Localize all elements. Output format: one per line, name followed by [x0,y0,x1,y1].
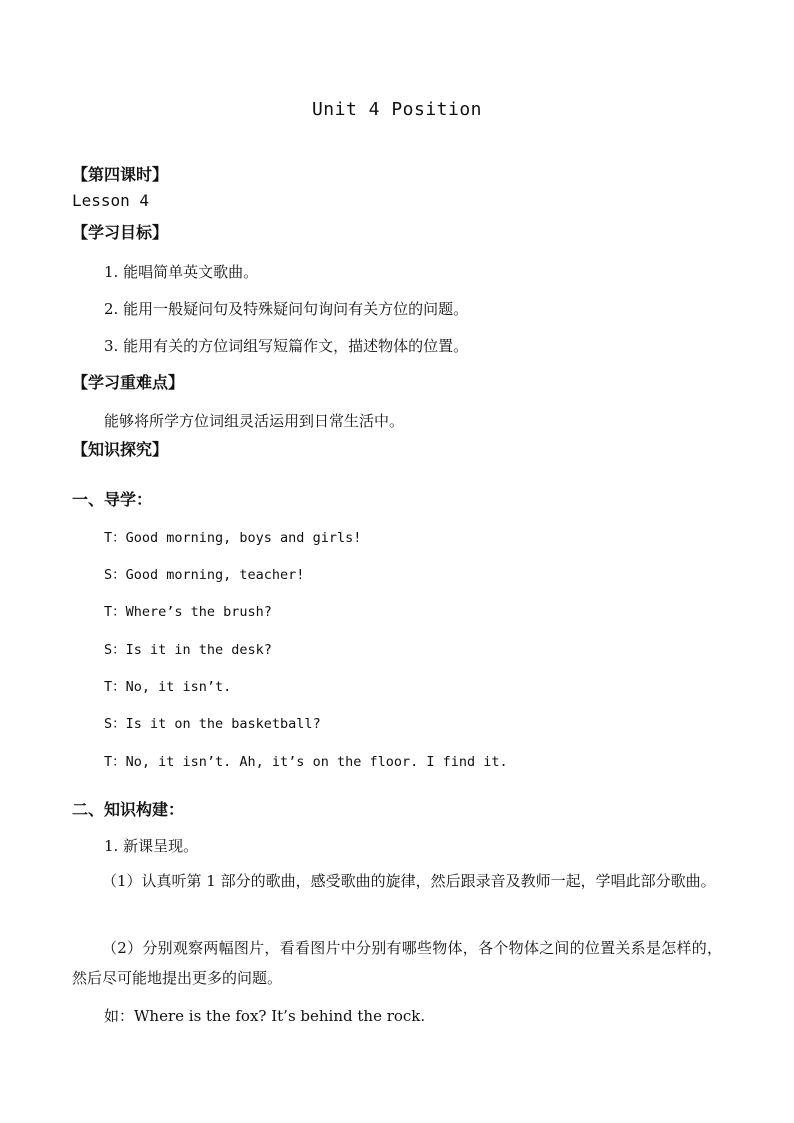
lesson-label: Lesson 4 [72,191,150,210]
paragraph-2: （2）分别观察两幅图片，看看图片中分别有哪些物体，各个物体之间的位置关系是怎样的，然后尽可能地提出更多的问题。 [72,939,722,987]
dialogue-line: T：Where’s the brush? [104,604,272,620]
step-1: 1. 新课呈现。 [104,837,199,855]
dialogue-line: S：Is it on the basketball? [104,716,321,732]
dialogue-line: S：Good morning, teacher! [104,567,305,583]
section1-heading: 一、导学： [72,490,153,509]
explore-heading: 【知识探究】 [72,440,169,459]
goal-item: 1. 能唱简单英文歌曲。 [104,263,259,281]
goals-heading: 【学习目标】 [72,223,169,242]
section2-heading: 二、知识构建： [72,800,185,819]
example-line: 如：Where is the fox? It’s behind the rock. [104,1007,426,1025]
dialogue-line: T：No, it isn’t. [104,679,232,695]
paragraph-1: （1）认真听第 1 部分的歌曲，感受歌曲的旋律，然后跟录音及教师一起，学唱此部分歌曲。 [102,872,716,890]
goal-item: 2. 能用一般疑问句及特殊疑问句询问有关方位的问题。 [104,300,469,318]
goal-item: 3. 能用有关的方位词组写短篇作文，描述物体的位置。 [104,337,469,355]
key-points-text: 能够将所学方位词组灵活运用到日常生活中。 [104,412,405,430]
document-title: Unit 4 Position [311,99,483,120]
dialogue-line: T：No, it isn’t. Ah, it’s on the floor. I find it. [104,754,508,770]
dialogue-line: S：Is it in the desk? [104,642,272,658]
lesson-heading: 【第四课时】 [72,165,169,184]
key-points-heading: 【学习重难点】 [72,373,185,392]
dialogue-line: T：Good morning, boys and girls! [104,530,362,546]
